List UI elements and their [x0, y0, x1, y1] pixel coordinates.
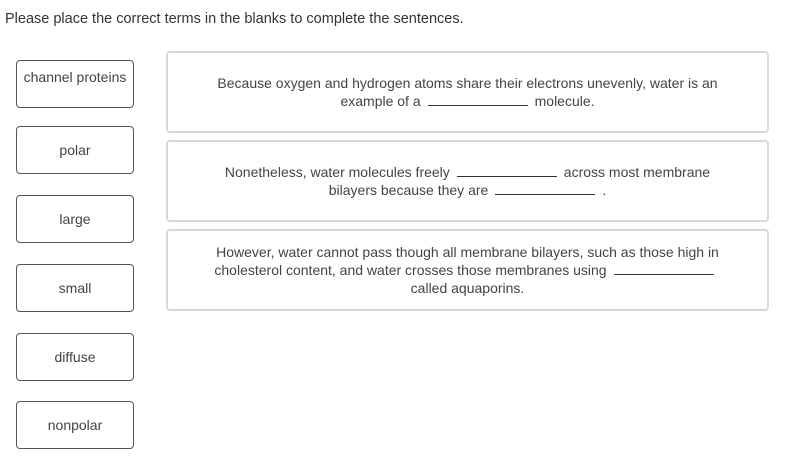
term-channel-proteins[interactable]	[16, 60, 134, 108]
sentence-text: across most membrane	[563, 164, 711, 180]
sentence-card-3	[166, 229, 769, 311]
sentence-text: example of a	[340, 93, 421, 109]
term-label: diffuse	[54, 348, 96, 365]
answer-blank[interactable]	[428, 93, 528, 106]
term-diffuse[interactable]	[16, 333, 134, 381]
sentence-text: However, water cannot pass though all membrane bilayers, such as those high in	[216, 244, 719, 260]
term-nonpolar[interactable]	[16, 401, 134, 449]
term-label: polar	[59, 141, 91, 158]
sentence-text: cholesterol content, and water crosses those membranes using	[214, 262, 607, 278]
sentence-text: Nonetheless, water molecules freely	[224, 164, 450, 180]
term-small[interactable]	[16, 264, 134, 312]
term-polar[interactable]	[16, 126, 134, 174]
term-label: nonpolar	[47, 416, 103, 433]
term-large[interactable]	[16, 195, 134, 243]
sentence-card-1	[166, 51, 769, 133]
sentence-text: bilayers because they are	[328, 182, 489, 198]
sentence-card-2	[166, 140, 769, 222]
sentence-text: called aquaporins.	[410, 280, 525, 296]
sentence-text: molecule.	[534, 93, 595, 109]
sentence-text: Because oxygen and hydrogen atoms share their electrons unevenly, water is an	[217, 75, 718, 91]
answer-blank[interactable]	[457, 164, 557, 177]
term-label: small	[58, 279, 92, 296]
sentence-text: .	[602, 182, 607, 198]
instructions-text: Please place the correct terms in the blanks to complete the sentences.	[5, 11, 464, 27]
term-label: channel proteins	[23, 69, 127, 85]
answer-blank[interactable]	[614, 262, 714, 275]
term-label: large	[59, 210, 91, 227]
answer-blank[interactable]	[495, 182, 595, 195]
